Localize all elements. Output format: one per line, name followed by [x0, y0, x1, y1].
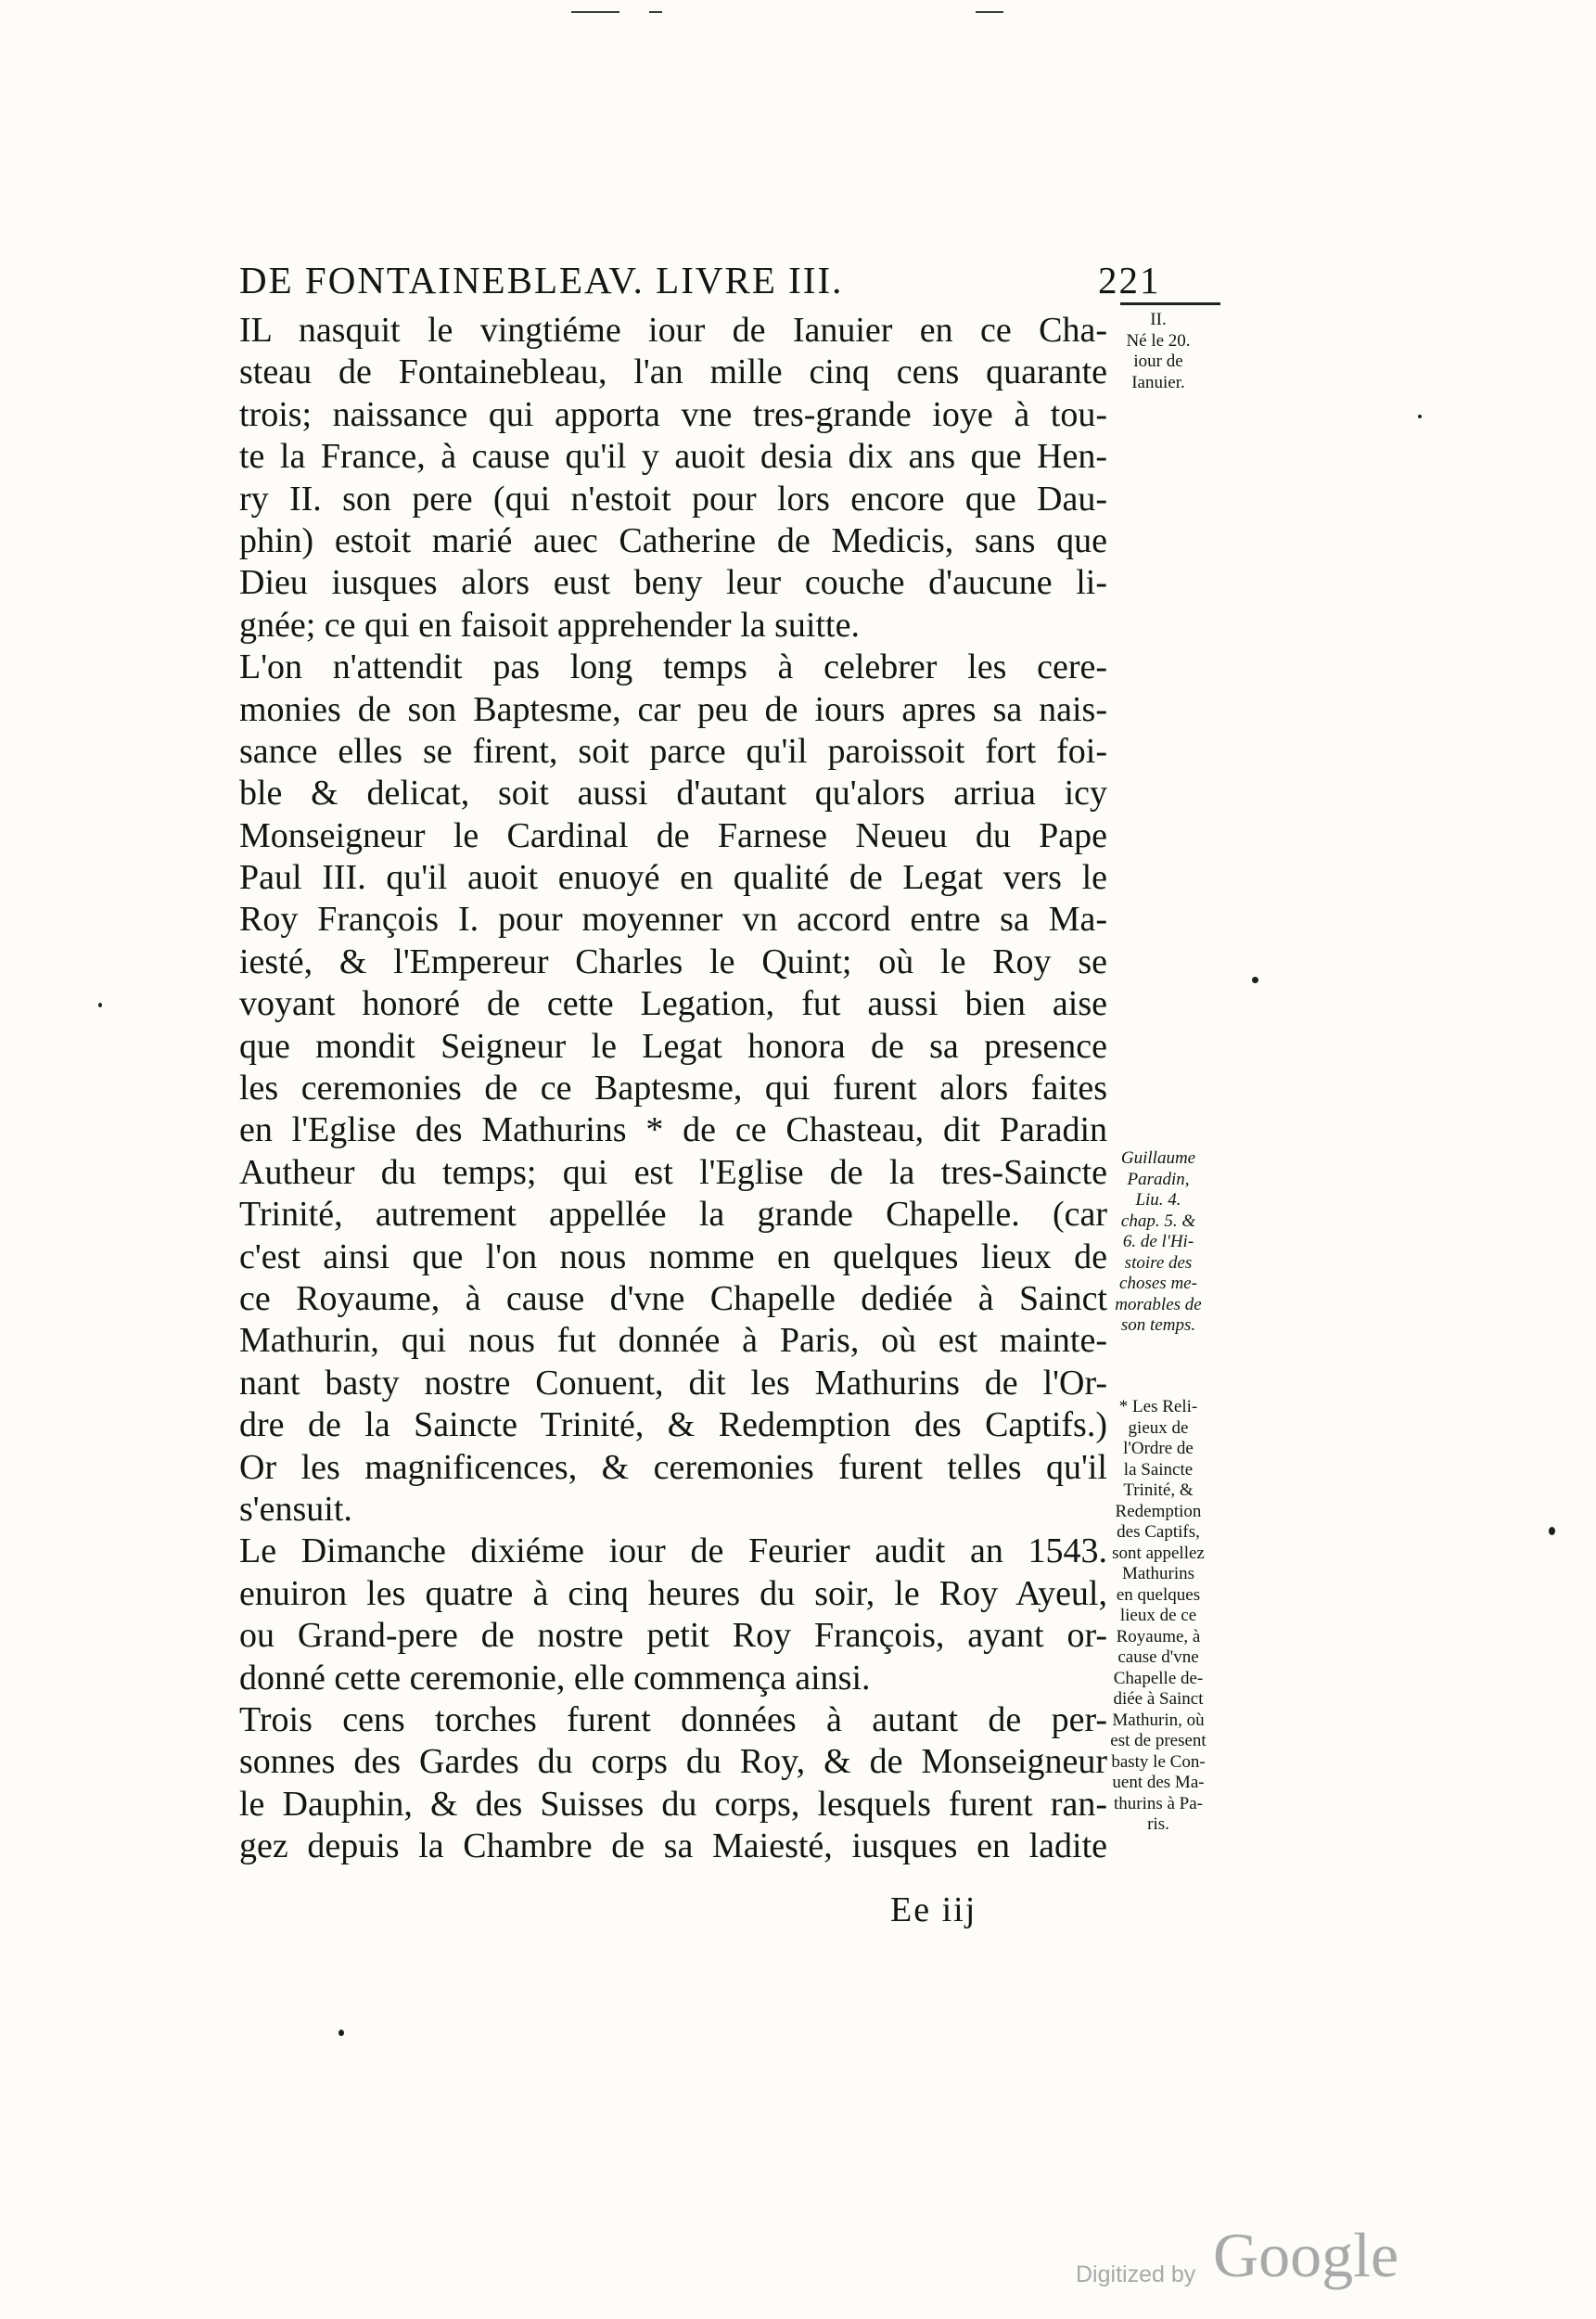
- margin-note-line: II.: [1150, 310, 1167, 329]
- text-line: Autheur du temps; qui est l'Eglise de la tres-Saincte: [239, 1152, 1107, 1192]
- margin-note-line: cause d'vne: [1117, 1647, 1199, 1667]
- page-header: [239, 258, 1222, 304]
- text-line: ble & delicat, soit aussi d'autant qu'alors arriua icy: [239, 774, 1107, 814]
- margin-note-line: est de present: [1110, 1731, 1207, 1750]
- ink-speck: [338, 2030, 344, 2036]
- margin-note-line: thurins à Pa-: [1113, 1793, 1204, 1813]
- margin-note-line: Mathurins: [1121, 1564, 1195, 1583]
- margin-note-line: Guillaume: [1120, 1148, 1196, 1168]
- text-line: donné cette ceremonie, elle commença ainsi.: [239, 1658, 871, 1698]
- margin-note-line: Mathurin, où: [1112, 1710, 1205, 1730]
- margin-note-line: uent des Ma-: [1112, 1773, 1205, 1792]
- ink-speck: [1252, 977, 1258, 983]
- watermark-prefix: Digitized by: [1076, 2261, 1196, 2287]
- margin-note-line: basty le Con-: [1111, 1751, 1206, 1772]
- main-text: [239, 310, 1107, 1867]
- margin-note-line: iour de: [1133, 352, 1183, 371]
- margin-note-paradin-citation: [1104, 1148, 1213, 1337]
- margin-note-line: Né le 20.: [1126, 330, 1191, 351]
- header-rule: [1120, 302, 1220, 305]
- margin-note-line: diée à Sainct: [1113, 1689, 1204, 1709]
- margin-note-line: morables de: [1115, 1294, 1202, 1314]
- margin-note-mathurins: [1104, 1397, 1213, 1836]
- text-line: iesté, & l'Empereur Charles le Quint; où le Roy se: [239, 942, 1107, 981]
- text-line: gnée; ce qui en faisoit apprehender la suitte.: [239, 605, 860, 645]
- scan-mark: [976, 11, 1003, 13]
- text-line: Dieu iusques alors eust beny leur couche d'aucune li-: [239, 563, 1107, 603]
- margin-note-birth-date: [1104, 310, 1213, 393]
- text-line: en l'Eglise des Mathurins * de ce Chasteau, dit Paradin: [239, 1110, 1107, 1150]
- margin-note-line: Redemption: [1115, 1501, 1202, 1521]
- margin-note-line: Chapelle de-: [1113, 1668, 1204, 1688]
- digitization-watermark: [1076, 2219, 1410, 2293]
- signature-mark: Ee iij: [890, 1890, 977, 1929]
- margin-note-line: en quelques: [1116, 1584, 1201, 1605]
- text-line: ce Royaume, à cause d'vne Chapelle dediée à Sainct: [239, 1278, 1107, 1318]
- text-line: gez depuis la Chambre de sa Maiesté, iusques en ladite: [239, 1826, 1107, 1866]
- text-line: enuiron les quatre à cinq heures du soir, le Roy Ayeul,: [239, 1573, 1107, 1613]
- text-line: Roy François I. pour moyenner vn accord entre sa Ma-: [239, 900, 1107, 940]
- text-line: steau de Fontainebleau, l'an mille cinq cens quarante: [239, 352, 1107, 392]
- text-line: ry II. son pere (qui n'estoit pour lors encore que Dau-: [239, 479, 1107, 519]
- margin-note-line: des Captifs,: [1117, 1522, 1200, 1542]
- margin-note-line: lieux de ce: [1119, 1606, 1197, 1625]
- text-line: Le Dimanche dixiéme iour de Feurier audit an 1543.: [239, 1531, 1107, 1571]
- margin-note-line: l'Ordre de: [1123, 1439, 1194, 1458]
- scan-mark: [571, 11, 619, 13]
- text-line: les ceremonies de ce Baptesme, qui furent alors faites: [239, 1069, 1107, 1108]
- text-line: trois; naissance qui apporta vne tres-grande ioye à tou-: [239, 394, 1107, 434]
- margin-note-line: Trinité, &: [1123, 1480, 1194, 1500]
- text-line: L'on n'attendit pas long temps à celebrer les cere-: [239, 647, 1107, 687]
- running-title: DE FONTAINEBLEAV. LIVRE III.: [239, 259, 844, 301]
- text-line: ou Grand-pere de nostre petit Roy François, ayant or-: [239, 1616, 1107, 1656]
- margin-note-line: sont appellez: [1112, 1543, 1205, 1563]
- text-line: Trinité, autrement appellée la grande Chapelle. (car: [239, 1195, 1107, 1235]
- text-line: s'ensuit.: [239, 1489, 352, 1529]
- text-line: IL nasquit le vingtiéme iour de Ianuier en ce Cha-: [239, 311, 1107, 350]
- margin-note-line: Paradin,: [1127, 1169, 1190, 1189]
- text-line: que mondit Seigneur le Legat honora de sa presence: [239, 1026, 1107, 1066]
- margin-note-line: gieux de: [1128, 1417, 1189, 1438]
- margin-note-line: son temps.: [1120, 1315, 1196, 1335]
- ink-speck: [1549, 1527, 1555, 1535]
- margin-note-line: chap. 5. &: [1120, 1211, 1196, 1231]
- text-line: te la France, à cause qu'il y auoit desia dix ans que Hen-: [239, 437, 1107, 477]
- margin-note-line: ris.: [1147, 1814, 1169, 1834]
- margin-note-line: Royaume, à: [1116, 1626, 1201, 1646]
- margin-note-line: choses me-: [1119, 1274, 1197, 1293]
- text-line: Or les magnificences, & ceremonies furent telles qu'il: [239, 1447, 1107, 1487]
- scan-mark: [649, 11, 662, 13]
- text-line: dre de la Saincte Trinité, & Redemption des Captifs.): [239, 1405, 1107, 1445]
- text-line: le Dauphin, & des Suisses du corps, lesquels furent ran-: [239, 1784, 1107, 1824]
- margin-note-line: * Les Reli-: [1118, 1397, 1198, 1416]
- text-line: c'est ainsi que l'on nous nomme en quelques lieux de: [239, 1236, 1107, 1276]
- margin-note-line: la Saincte: [1123, 1459, 1194, 1480]
- margin-note-line: stoire des: [1124, 1252, 1193, 1273]
- text-line: sance elles se firent, soit parce qu'il paroissoit fort foi-: [239, 731, 1107, 771]
- text-line: Paul III. qu'il auoit enuoyé en qualité de Legat vers le: [239, 858, 1107, 898]
- text-line: sonnes des Gardes du corps du Roy, & de Monseigneur: [239, 1742, 1107, 1782]
- text-line: monies de son Baptesme, car peu de iours apres sa nais-: [239, 689, 1107, 729]
- google-logo: Google: [1213, 2220, 1399, 2290]
- ink-speck: [98, 1003, 102, 1007]
- margin-note-line: Liu. 4.: [1135, 1190, 1181, 1210]
- margin-note-line: Ianuier.: [1131, 372, 1185, 392]
- text-line: phin) estoit marié auec Catherine de Medicis, sans que: [239, 520, 1107, 560]
- margin-note-line: 6. de l'Hi-: [1122, 1232, 1194, 1251]
- text-line: Trois cens torches furent données à autant de per-: [239, 1699, 1107, 1739]
- text-line: voyant honoré de cette Legation, fut aussi bien aise: [239, 984, 1107, 1024]
- text-line: nant basty nostre Conuent, dit les Mathurins de l'Or-: [239, 1363, 1107, 1403]
- text-line: Mathurin, qui nous fut donnée à Paris, où est mainte-: [239, 1321, 1107, 1361]
- page-number: 221: [1098, 259, 1161, 301]
- text-line: Monseigneur le Cardinal de Farnese Neueu du Pape: [239, 815, 1107, 855]
- ink-speck: [1418, 415, 1422, 418]
